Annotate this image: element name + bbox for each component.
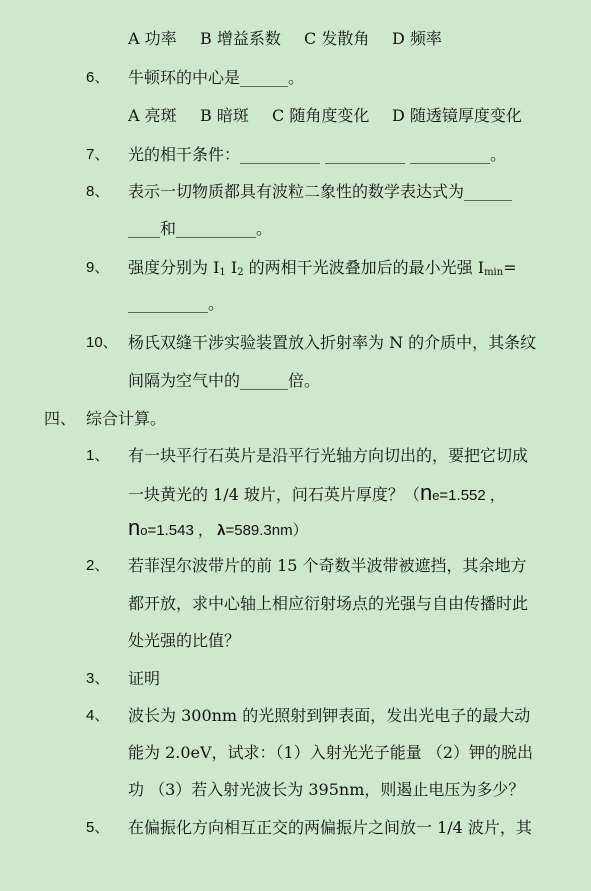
ne-value: =1.552 ，: [439, 487, 505, 504]
c4-number: 4、: [86, 707, 110, 724]
q9-pre: 强度分别为 I: [128, 258, 220, 277]
q7-text: 光的相干条件：__________ __________ __________。: [128, 145, 507, 164]
section-title: 综合计算。: [86, 409, 167, 428]
c4-line2: 能为 2.0eV，试求：（1）入射光光子能量 （2）钾的脱出: [128, 743, 534, 762]
option-b: B 增益系数: [200, 29, 281, 48]
q9-line2: __________。: [128, 294, 225, 313]
q10-line2: 间隔为空气中的______倍。: [128, 371, 321, 390]
option-b: B 暗斑: [200, 106, 249, 125]
q8-line1: 表示一切物质都具有波粒二象性的数学表达式为______: [128, 182, 513, 201]
c3-line1: 证明: [128, 669, 161, 688]
c5-line1: 在偏振化方向相互正交的两偏振片之间放一 1/4 波片，其: [128, 818, 532, 837]
no-sub: o: [140, 523, 148, 538]
q7-number: 7、: [86, 146, 110, 163]
c2-line2: 都开放，求中心轴上相应衍射场点的光强与自由传播时此: [128, 594, 529, 613]
option-c: C 发散角: [304, 29, 370, 48]
option-c: C 随角度变化: [272, 106, 370, 125]
q9-text: [128, 258, 517, 283]
c5-number: 5、: [86, 819, 110, 836]
c3-number: 3、: [86, 670, 110, 687]
q9-number: 9、: [86, 259, 110, 276]
q8-line2: ____和__________。: [128, 219, 273, 238]
q9-mid: I: [225, 258, 238, 277]
q9-eq: =: [503, 258, 517, 277]
section-number: 四、: [44, 409, 77, 428]
n-symbol: n: [128, 515, 141, 540]
option-d: D 频率: [392, 29, 442, 48]
c2-line1: 若菲涅尔波带片的前 15 个奇数半波带被遮挡，其余地方: [128, 556, 527, 575]
q10-number: 10、: [86, 334, 118, 351]
lambda-symbol: λ: [217, 522, 226, 539]
q9-sub2: 2: [237, 267, 244, 278]
c4-line1: 波长为 300nm 的光照射到钾表面，发出光电子的最大动: [128, 706, 531, 725]
q9-submin: min: [484, 267, 504, 278]
q5-options: [128, 29, 442, 49]
q6-text: 牛顿环的中心是______。: [128, 68, 305, 87]
lambda-value: =589.3nm）: [225, 522, 308, 539]
c1-number: 1、: [86, 447, 110, 464]
q8-number: 8、: [86, 183, 110, 200]
option-a: A 功率: [128, 29, 177, 48]
option-d: D 随透镜厚度变化: [392, 106, 522, 125]
q6-options: [128, 106, 522, 126]
c1-line3: [128, 515, 308, 541]
q9-sub1: 1: [219, 267, 226, 278]
c1-line1: 有一块平行石英片是沿平行光轴方向切出的，要把它切成: [128, 446, 529, 465]
ne-sub: e: [432, 488, 440, 503]
q10-line1: 杨氏双缝干涉实验装置放入折射率为 N 的介质中，其条纹: [128, 333, 537, 352]
option-a: A 亮斑: [128, 106, 177, 125]
c2-number: 2、: [86, 557, 110, 574]
c1-line2: [128, 480, 505, 506]
q9-post: 的两相干光波叠加后的最小光强 I: [243, 258, 485, 277]
c1-line2-text: 一块黄光的 1/4 玻片，问石英片厚度？（: [128, 485, 420, 504]
n-symbol: n: [419, 480, 433, 505]
c4-line3: 功 （3）若入射光波长为 395nm，则遏止电压为多少？: [128, 780, 525, 799]
no-value: =1.543 ，: [147, 522, 218, 539]
c2-line3: 处光强的比值？: [128, 631, 241, 650]
q6-number: 6、: [86, 69, 110, 86]
